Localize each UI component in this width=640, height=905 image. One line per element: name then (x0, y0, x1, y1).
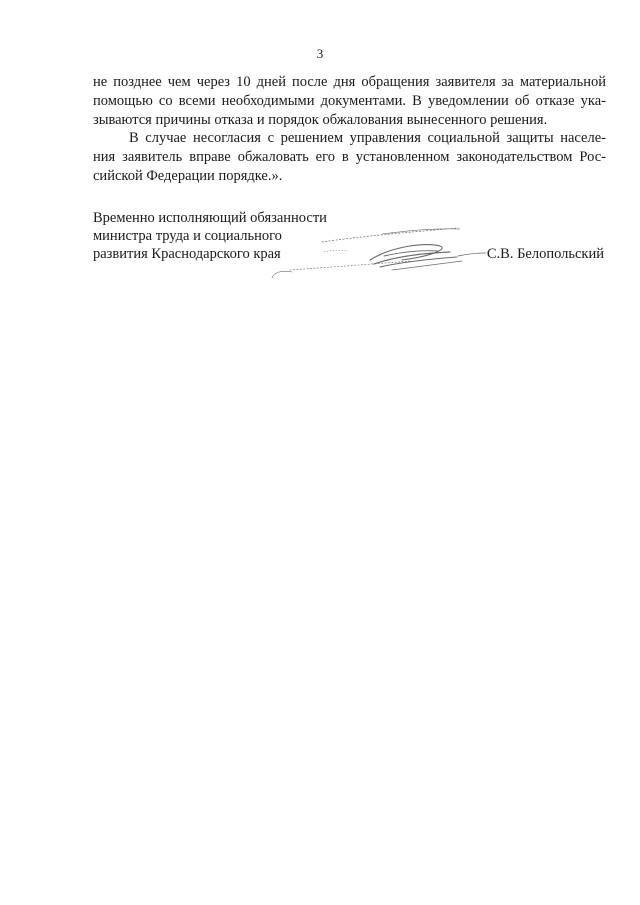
page-number: 3 (316, 46, 324, 61)
text-line: помощью со всеми необходимыми документами. В уведомлении об отказе ука- (93, 93, 606, 109)
signer-position-line: министра труда и социального (93, 228, 282, 244)
handwritten-signature (262, 212, 492, 282)
text-line: не позднее чем через 10 дней после дня обращения заявителя за материальной (93, 74, 606, 90)
signer-position-line: Временно исполняющий обязанности (93, 210, 327, 226)
signer-position-line: развития Краснодарского края (93, 246, 281, 262)
text-line: зываются причины отказа и порядок обжалования вынесенного решения. (93, 112, 548, 128)
text-line: ния заявитель вправе обжаловать его в установленном законодательством Рос- (93, 149, 606, 165)
text-line: сийской Федерации порядке.». (93, 168, 283, 184)
text-line: В случае несогласия с решением управления социальной защиты населе- (129, 130, 606, 146)
signer-name: С.В. Белопольский (486, 246, 604, 262)
